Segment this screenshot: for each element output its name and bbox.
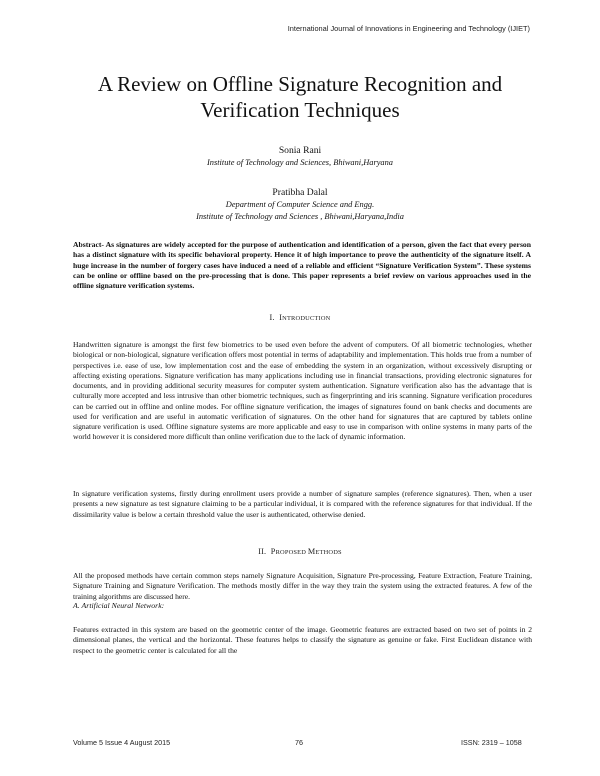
title-line-2: Verification Techniques [200,98,400,122]
abstract: Abstract- As signatures are widely accepted for the purpose of authentication and identification of a person, given the fact that every person has a distinct signature with its specific behavioral property. Hence it of high importance to prove the authenticity of the signature itself. A huge increase in the number of forgery cases have induced a need of a reliable and efficient “Signature Verification System”. These systems can be online or offline based on the pre-processing that is done. This paper represents a brief review on various approaches used in the offline signature verification systems. [73,240,531,291]
section-title-initial: I [279,313,283,322]
author-affiliation-2a: Department of Computer Science and Engg. [225,200,375,209]
section-title-initial: P [270,547,276,556]
section-title-rest: NTRODUCTION [282,315,331,322]
author-name-2: Pratibha Dalal [272,187,328,198]
subsection-heading-ann: A. Artificial Neural Network: [73,601,165,610]
section-heading-proposed-methods [0,547,600,556]
paper-title [40,71,560,123]
ann-paragraph: Features extracted in this system are based on the geometric center of the image. Geometric features are extracted based on two set of points in 2 dimensional planes, the vertical and the horizontal. These features helps to classify the signature as genuine or fake. First Euclidean distance with respect to the geometric center is calculated for all the [73,625,532,655]
section-heading-introduction [0,313,600,322]
section-number: I. [269,313,275,322]
intro-paragraph-2: In signature verification systems, firstly during enrollment users provide a number of signature samples (reference signatures). Then, when a user presents a new signature as test signature claiming to be a particular individual, it is compared with the reference signatures for that individual. If the dissimilarity value is below a certain threshold value the user is authenticated, otherwise denied. [73,489,532,519]
intro-paragraph-1: Handwritten signature is amongst the first few biometrics to be used even before the advent of computers. Of all biometric technologies, whether biological or non-biological, signature verification offers most potential in terms of adaptability and implementation. This holds true from a number of perspectives i.e. ease of use, low implementation cost and the ease of embedding the system in an organization, without excessively disrupting or affecting existing operations. Signature verification has many applications including use in financial transactions, providing electronic signatures for documents, and in providing additional security measures for computer system authentication. Signature verification also has the advantage that is culturally more accepted and less intrusive than other biometric techniques, such as fingerprinting and iris scanning. Signature verification procedures can be carried out in offline and online modes. For offline signature verification, the images of signatures found on bank checks and documents are used for verification and are useful in automatic verification of signatures. On the other hand for signatures that are captured by tablets online signature verification is used. Offline signature systems are more applicable and easy to use in comparison with online systems in many parts of the world however it is considered more difficult than online verification due to the lack of dynamic information. [73,340,532,442]
section-number: II. [258,547,267,556]
methods-paragraph: All the proposed methods have certain common steps namely Signature Acquisition, Signature Pre-processing, Feature Extraction, Feature Training, Signature Training and Signature Verification. The methods mostly differ in the way they train the system using the extracted features. A few of the training algorithms are discussed here. [73,571,532,601]
author-name-1: Sonia Rani [278,145,322,156]
footer-issn: ISSN: 2319 – 1058 [461,738,522,747]
author-affiliation-2b: Institute of Technology and Sciences , Bhiwani,Haryana,India [196,212,404,221]
author-affiliation-1: Institute of Technology and Sciences, Bhiwani,Haryana [206,158,393,167]
section-title-initial-2: M [307,547,316,556]
title-line-1: A Review on Offline Signature Recognition and [97,72,503,96]
section-title-rest-2: ETHODS [315,549,342,556]
footer-page-number: 76 [295,738,303,747]
section-title-rest: ROPOSED [275,549,308,556]
journal-header: International Journal of Innovations in Engineering and Technology (IJIET) [287,24,530,33]
footer-volume: Volume 5 Issue 4 August 2015 [73,738,171,747]
